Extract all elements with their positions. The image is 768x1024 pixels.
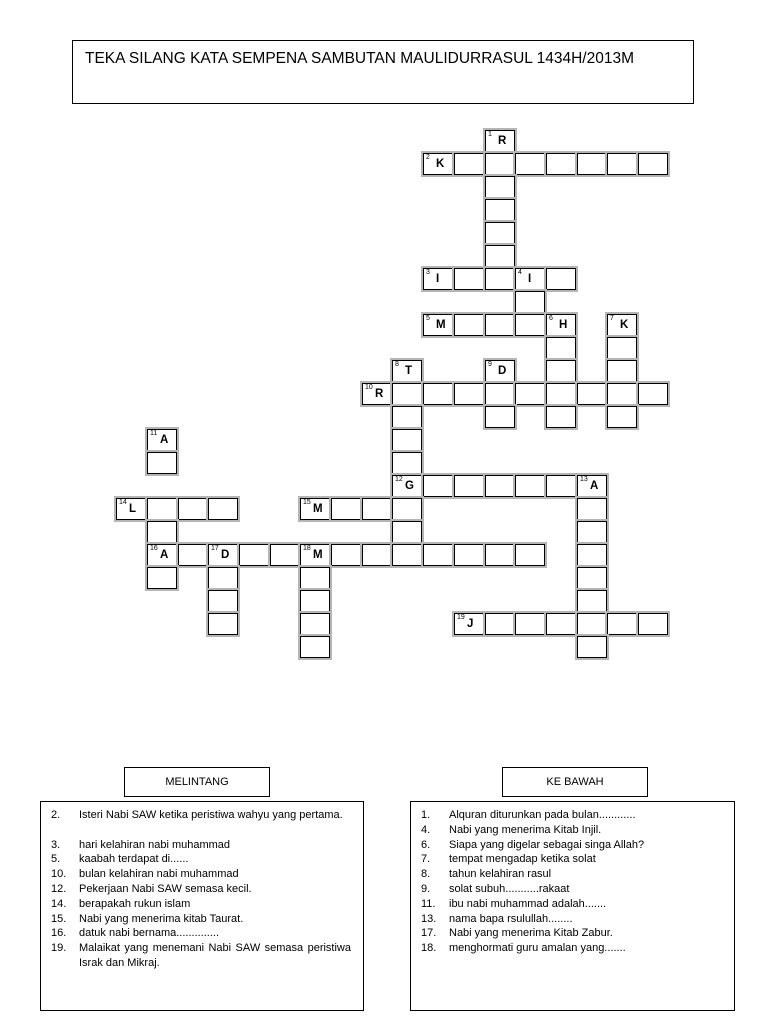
crossword-cell[interactable]: [392, 475, 422, 497]
crossword-cell[interactable]: [392, 498, 422, 520]
crossword-cell[interactable]: [577, 383, 607, 405]
crossword-cell[interactable]: [577, 636, 607, 658]
crossword-cell[interactable]: [607, 337, 637, 359]
cell-letter: H: [559, 319, 568, 331]
crossword-cell[interactable]: [270, 544, 300, 566]
cell-number: 5: [426, 315, 430, 322]
cell-letter: D: [498, 365, 507, 377]
crossword-cell[interactable]: [300, 567, 330, 589]
clue-text: nama bapa rsulullah........: [449, 913, 573, 925]
clue-number: 16.: [51, 927, 67, 939]
crossword-cell[interactable]: [607, 153, 637, 175]
across-heading: MELINTANG: [165, 776, 229, 788]
crossword-cell[interactable]: [178, 544, 208, 566]
clue-number: 1.: [421, 809, 431, 821]
clue-text: berapakah rukun islam: [79, 898, 191, 910]
crossword-cell[interactable]: [147, 429, 177, 451]
clue-number: 2.: [51, 809, 61, 821]
crossword-cell[interactable]: [147, 498, 177, 520]
clue-number: 15.: [51, 913, 67, 925]
crossword-cell[interactable]: [392, 406, 422, 428]
crossword-cell[interactable]: [423, 544, 453, 566]
cell-letter: R: [375, 388, 384, 400]
crossword-cell[interactable]: [577, 153, 607, 175]
clue-number: 14.: [51, 898, 67, 910]
crossword-cell[interactable]: [515, 314, 545, 336]
crossword-cell[interactable]: [485, 613, 515, 635]
crossword-cell[interactable]: [423, 383, 453, 405]
crossword-cell[interactable]: [208, 613, 238, 635]
crossword-cell[interactable]: [577, 567, 607, 589]
crossword-cell[interactable]: [515, 268, 545, 290]
clue-number: 9.: [421, 883, 431, 895]
crossword-cell[interactable]: [546, 314, 576, 336]
clue-number: 5.: [51, 853, 61, 865]
crossword-cell[interactable]: [485, 222, 515, 244]
cell-letter: M: [313, 549, 323, 561]
clue-number: 17.: [421, 927, 437, 939]
cell-number: 14: [119, 499, 127, 506]
crossword-cell[interactable]: [515, 153, 545, 175]
clue-text: kaabah terdapat di......: [79, 853, 189, 865]
cell-letter: M: [436, 319, 446, 331]
crossword-cell[interactable]: [300, 613, 330, 635]
crossword-cell[interactable]: [546, 406, 576, 428]
crossword-cell[interactable]: [577, 544, 607, 566]
crossword-cell[interactable]: [485, 199, 515, 221]
cell-number: 10: [365, 384, 373, 391]
crossword-cell[interactable]: [546, 613, 576, 635]
clue-number: 19.: [51, 942, 67, 954]
crossword-cell[interactable]: [607, 406, 637, 428]
cell-number: 17: [211, 545, 219, 552]
clue-text: Nabi yang menerima Kitab Injil.: [449, 824, 602, 836]
crossword-cell[interactable]: [577, 613, 607, 635]
crossword-cell[interactable]: [147, 567, 177, 589]
clue-text: Nabi yang menerima Kitab Zabur.: [449, 927, 613, 939]
cell-letter: M: [313, 503, 323, 515]
crossword-cell[interactable]: [607, 360, 637, 382]
clue-number: 6.: [421, 839, 431, 851]
crossword-cell[interactable]: [607, 314, 637, 336]
crossword-cell[interactable]: [147, 544, 177, 566]
crossword-cell[interactable]: [362, 498, 392, 520]
crossword-cell[interactable]: [300, 498, 330, 520]
crossword-cell[interactable]: [392, 452, 422, 474]
crossword-cell[interactable]: [485, 360, 515, 382]
crossword-cell[interactable]: [546, 153, 576, 175]
clue-text: menghormati guru amalan yang.......: [449, 942, 626, 954]
cell-number: 16: [150, 545, 158, 552]
crossword-cell[interactable]: [208, 498, 238, 520]
crossword-cell[interactable]: [300, 544, 330, 566]
crossword-cell[interactable]: [546, 337, 576, 359]
page-title: TEKA SILANG KATA SEMPENA SAMBUTAN MAULIDURRASUL 1434H/2013M: [85, 50, 634, 67]
clue-text: tahun kelahiran rasul: [449, 868, 552, 880]
cell-number: 8: [395, 361, 399, 368]
crossword-cell[interactable]: [423, 475, 453, 497]
down-clue-box: [410, 801, 735, 1011]
crossword-cell[interactable]: [392, 429, 422, 451]
crossword-cell[interactable]: [485, 475, 515, 497]
crossword-cell[interactable]: [300, 590, 330, 612]
crossword-cell[interactable]: [239, 544, 269, 566]
crossword-cell[interactable]: [485, 153, 515, 175]
crossword-cell[interactable]: [147, 521, 177, 543]
crossword-cell[interactable]: [546, 360, 576, 382]
cell-number: 4: [518, 269, 522, 276]
crossword-cell[interactable]: [423, 314, 453, 336]
crossword-cell[interactable]: [331, 498, 361, 520]
crossword-cell[interactable]: [392, 544, 422, 566]
crossword-cell[interactable]: [423, 153, 453, 175]
crossword-cell[interactable]: [546, 268, 576, 290]
crossword-cell[interactable]: [208, 567, 238, 589]
crossword-cell[interactable]: [515, 291, 545, 313]
down-heading: KE BAWAH: [546, 776, 604, 788]
clue-text: solat subuh...........rakaat: [449, 883, 570, 895]
crossword-cell[interactable]: [300, 636, 330, 658]
cell-number: 11: [150, 430, 158, 437]
clue-number: 4.: [421, 824, 431, 836]
crossword-cell[interactable]: [454, 314, 484, 336]
clue-number: 13.: [421, 913, 437, 925]
clue-text: Nabi yang menerima kitab Taurat.: [79, 913, 244, 925]
cell-letter: T: [405, 365, 413, 377]
crossword-cell[interactable]: [546, 383, 576, 405]
cell-number: 7: [610, 315, 614, 322]
clue-text: Pekerjaan Nabi SAW semasa kecil.: [79, 883, 252, 895]
crossword-cell[interactable]: [638, 383, 668, 405]
crossword-cell[interactable]: [515, 544, 545, 566]
clue-text: tempat mengadap ketika solat: [449, 853, 596, 865]
clue-text: datuk nabi bernama..............: [79, 927, 220, 939]
crossword-cell[interactable]: [485, 130, 515, 152]
cell-number: 2: [426, 154, 430, 161]
cell-number: 3: [426, 269, 430, 276]
clue-text: hari kelahiran nabi muhammad: [79, 839, 231, 851]
crossword-cell[interactable]: [392, 360, 422, 382]
crossword-cell[interactable]: [454, 153, 484, 175]
cell-number: 1: [488, 131, 492, 138]
cell-number: 13: [580, 476, 588, 483]
clue-number: 3.: [51, 839, 61, 851]
crossword-cell[interactable]: [515, 383, 545, 405]
crossword-cell[interactable]: [485, 383, 515, 405]
clue-text: Isteri Nabi SAW ketika peristiwa wahyu yang pertama.: [79, 809, 343, 821]
clue-text: Siapa yang digelar sebagai singa Allah?: [449, 839, 645, 851]
clue-text: Alquran diturunkan pada bulan............: [449, 809, 636, 821]
crossword-cell[interactable]: [546, 475, 576, 497]
crossword-cell[interactable]: [454, 613, 484, 635]
clue-number: 7.: [421, 853, 431, 865]
crossword-cell[interactable]: [392, 383, 422, 405]
cell-letter: A: [590, 480, 599, 492]
cell-letter: I: [436, 273, 440, 285]
cell-letter: J: [467, 618, 474, 630]
crossword-cell[interactable]: [607, 383, 637, 405]
crossword-cell[interactable]: [331, 544, 361, 566]
down-heading-box: [502, 767, 648, 797]
crossword-cell[interactable]: [485, 544, 515, 566]
crossword-cell[interactable]: [607, 613, 637, 635]
crossword-cell[interactable]: [454, 544, 484, 566]
across-heading-box: [124, 767, 270, 797]
cell-number: 15: [303, 499, 311, 506]
clue-number: 10.: [51, 868, 67, 880]
cell-letter: L: [129, 503, 137, 515]
crossword-cell[interactable]: [362, 544, 392, 566]
crossword-cell[interactable]: [362, 383, 392, 405]
clue-text: Malaikat yang menemani Nabi SAW semasa peristiwa Israk dan Mikraj.: [79, 942, 351, 969]
crossword-cell[interactable]: [116, 498, 146, 520]
crossword-cell[interactable]: [515, 475, 545, 497]
crossword-cell[interactable]: [485, 406, 515, 428]
crossword-cell[interactable]: [208, 544, 238, 566]
cell-number: 6: [549, 315, 553, 322]
crossword-cell[interactable]: [454, 268, 484, 290]
crossword-cell[interactable]: [178, 498, 208, 520]
crossword-cell[interactable]: [485, 314, 515, 336]
crossword-cell[interactable]: [485, 176, 515, 198]
cell-letter: G: [405, 480, 414, 492]
cell-letter: R: [498, 135, 507, 147]
clue-number: 8.: [421, 868, 431, 880]
crossword-cell[interactable]: [638, 613, 668, 635]
cell-number: 19: [457, 614, 465, 621]
crossword-cell[interactable]: [577, 475, 607, 497]
crossword-cell[interactable]: [577, 590, 607, 612]
crossword-cell[interactable]: [577, 498, 607, 520]
cell-letter: K: [436, 158, 445, 170]
crossword-cell[interactable]: [515, 613, 545, 635]
crossword-cell[interactable]: [577, 521, 607, 543]
crossword-cell[interactable]: [454, 383, 484, 405]
crossword-cell[interactable]: [638, 153, 668, 175]
crossword-cell[interactable]: [485, 245, 515, 267]
clue-number: 18.: [421, 942, 437, 954]
crossword-cell[interactable]: [392, 521, 422, 543]
crossword-cell[interactable]: [454, 475, 484, 497]
clue-number: 11.: [421, 898, 436, 910]
cell-number: 12: [395, 476, 403, 483]
cell-letter: A: [160, 549, 169, 561]
cell-number: 9: [488, 361, 492, 368]
clue-text: bulan kelahiran nabi muhammad: [79, 868, 239, 880]
cell-number: 18: [303, 545, 311, 552]
clue-text: ibu nabi muhammad adalah.......: [449, 898, 607, 910]
crossword-cell[interactable]: [423, 268, 453, 290]
cell-letter: K: [620, 319, 629, 331]
crossword-cell[interactable]: [147, 452, 177, 474]
cell-letter: I: [528, 273, 532, 285]
crossword-cell[interactable]: [208, 590, 238, 612]
crossword-cell[interactable]: [485, 268, 515, 290]
cell-letter: A: [160, 434, 169, 446]
across-clue-box: [40, 801, 364, 1011]
cell-letter: D: [221, 549, 230, 561]
clue-number: 12.: [51, 883, 67, 895]
